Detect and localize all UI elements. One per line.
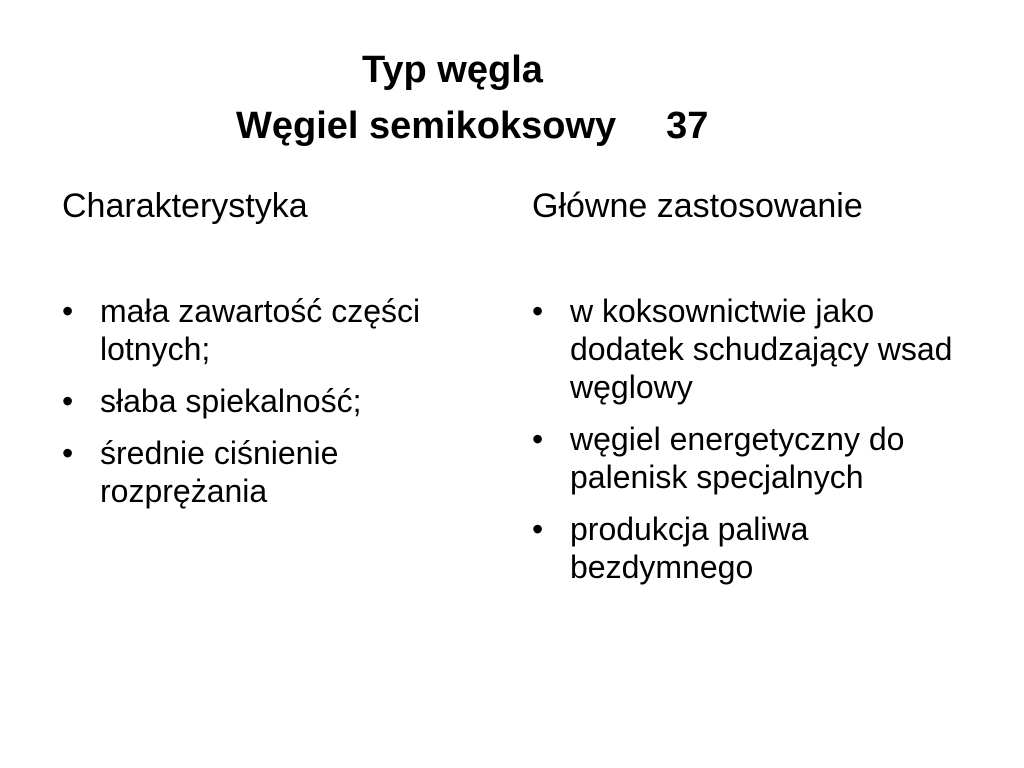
characteristics-list — [62, 292, 482, 524]
bullet-icon: • — [532, 511, 544, 547]
list-item-text: produkcja paliwa bezdymnego — [570, 511, 809, 585]
list-item — [532, 292, 982, 406]
list-item — [62, 434, 482, 510]
slide-title-text: Węgiel semikoksowy — [236, 105, 617, 147]
bullet-icon: • — [62, 435, 74, 471]
bullet-icon: • — [62, 383, 74, 419]
slide-title-line-1: Typ węgla — [362, 49, 543, 91]
bullet-icon: • — [532, 421, 544, 457]
bullet-icon: • — [62, 293, 74, 329]
list-item — [532, 510, 982, 586]
list-item — [62, 292, 482, 368]
heading-main-application: Główne zastosowanie — [532, 187, 863, 225]
list-item-text: węgiel energetyczny do palenisk specjalnych — [570, 421, 905, 495]
list-item — [62, 382, 482, 420]
bullet-icon: • — [532, 293, 544, 329]
slide-number: 37 — [666, 105, 709, 147]
list-item-text: słaba spiekalność; — [100, 383, 362, 419]
slide-title-line-2 — [236, 104, 708, 148]
list-item-text: w koksownictwie jako dodatek schudzający wsad węglowy — [570, 293, 953, 405]
heading-characteristics: Charakterystyka — [62, 187, 308, 225]
list-item-text: mała zawartość części lotnych; — [100, 293, 421, 367]
list-item — [532, 420, 982, 496]
list-item-text: średnie ciśnienie rozprężania — [100, 435, 339, 509]
application-list — [532, 292, 982, 600]
